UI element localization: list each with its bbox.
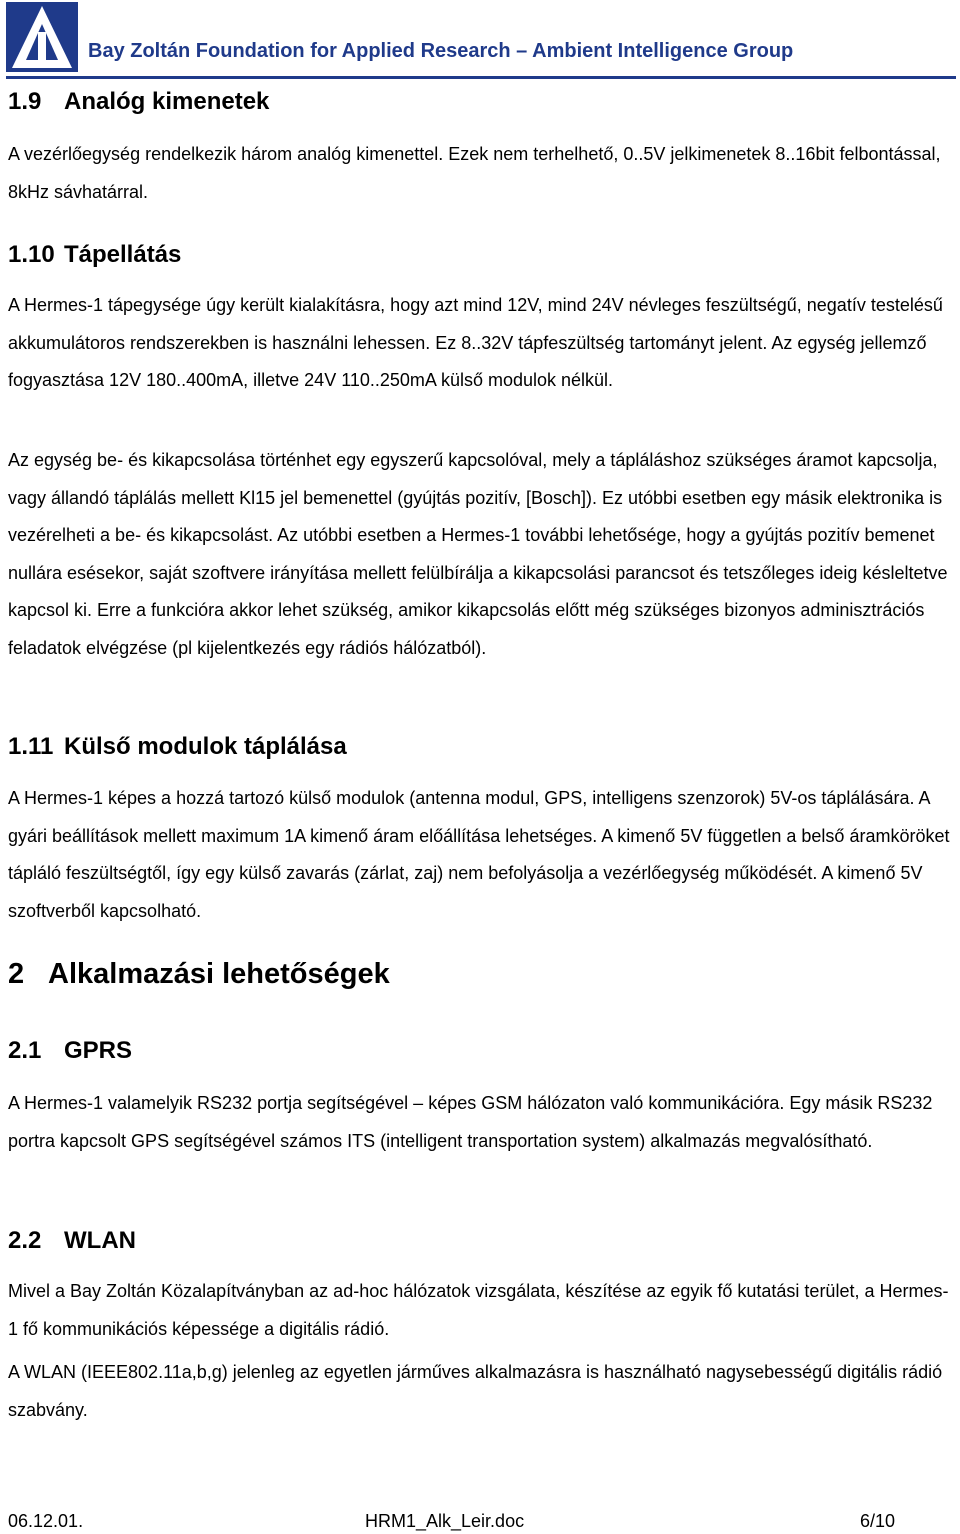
section-heading-1-9: [8, 88, 269, 116]
paragraph: A WLAN (IEEE802.11a,b,g) jelenleg az egyetlen járműves alkalmazásra is használható nagysebességű digitális rádió szabvány.: [8, 1362, 943, 1420]
section-title: Tápellátás: [64, 241, 182, 268]
section-heading-2-1: [8, 1037, 132, 1065]
paragraph: A Hermes-1 valamelyik RS232 portja segítségével – képes GSM hálózaton való kommunikációra. Egy másik RS232 portra kapcsolt GPS segítségével számos ITS (intelligent transportation system) alkalmazás megvalósítható.: [8, 1093, 933, 1151]
section-number: 2.1: [8, 1037, 42, 1064]
chapter-number: 2: [8, 958, 25, 990]
paragraph: A Hermes-1 képes a hozzá tartozó külső modulok (antenna modul, GPS, intelligens szenzorok) 5V-os táplálására. A gyári beállítások mellett maximum 1A kimenő áram előállítása lehetséges. A kimenő 5V független a belső áramköröket tápláló feszültségtől, így egy külső zavarás (zárlat, zaj) nem befolyásolja a vezérlőegység működését. A kimenő 5V szoftverből kapcsolható.: [8, 788, 950, 921]
section-title: Analóg kimenetek: [64, 88, 270, 115]
section-number: 1.10: [8, 241, 55, 268]
section-number: 1.11: [8, 733, 54, 760]
section-heading-2-2: [8, 1227, 136, 1255]
section-title: GPRS: [64, 1037, 133, 1064]
paragraph: Az egység be- és kikapcsolása történhet egy egyszerű kapcsolóval, mely a tápláláshoz szükséges áramot kapcsolja, vagy állandó táplálás mellett Kl15 jel bemenettel (gyújtás pozitív, [Bosch]). Ez utóbbi esetben egy másik elektronika is vezérelheti a be- és kikapcsolást. Az utóbbi esetben a Hermes-1 további lehetősége, hogy a gyújtás pozitív bemenet nullára esésekor, saját szoftvere irányítása mellett felülbírálja a kikapcsolási parancsot és tetszőleges ideig késleltetve kapcsol ki. Erre a funkcióra akkor lehet szükség, amikor kikapcsolás előtt még szükséges bizonyos adminisztrációs feladatok elvégzése (pl kijelentkezés egy rádiós hálózatból).: [8, 450, 948, 658]
paragraph: Mivel a Bay Zoltán Közalapítványban az ad-hoc hálózatok vizsgálata, készítése az egyik fő kutatási terület, a Hermes-1 fő kommunikációs képessége a digitális rádió.: [8, 1281, 949, 1339]
foundation-logo: [6, 2, 78, 72]
section-title: Külső modulok táplálása: [64, 733, 347, 760]
section-heading-1-10: [8, 241, 181, 269]
section-title: WLAN: [64, 1227, 136, 1254]
header-title: Bay Zoltán Foundation for Applied Research – Ambient Intelligence Group: [88, 40, 794, 62]
paragraph: A vezérlőegység rendelkezik három analóg kimenettel. Ezek nem terhelhető, 0..5V jelkimenetek 8..16bit felbontással, 8kHz sávhatárral.: [8, 144, 941, 202]
chapter-title: Alkalmazási lehetőségek: [48, 958, 390, 990]
paragraph: A Hermes-1 tápegysége úgy került kialakításra, hogy azt mind 12V, mind 24V névleges feszültségű, negatív testelésű akkumulátoros rendszerekben is használni lehessen. Ez 8..32V tápfeszültség tartományt jelent. Az egység jellemző fogyasztása 12V 180..400mA, illetve 24V 110..250mA külső modulok nélkül.: [8, 295, 943, 390]
footer-filename: HRM1_Alk_Leir.doc: [365, 1511, 525, 1531]
footer-page-number: 6/10: [860, 1511, 896, 1531]
section-number: 1.9: [8, 88, 42, 115]
footer-date: 06.12.01.: [8, 1511, 84, 1531]
section-number: 2.2: [8, 1227, 42, 1254]
chapter-heading-2: [8, 958, 390, 991]
section-heading-1-11: [8, 733, 347, 761]
header-divider: [6, 76, 956, 79]
